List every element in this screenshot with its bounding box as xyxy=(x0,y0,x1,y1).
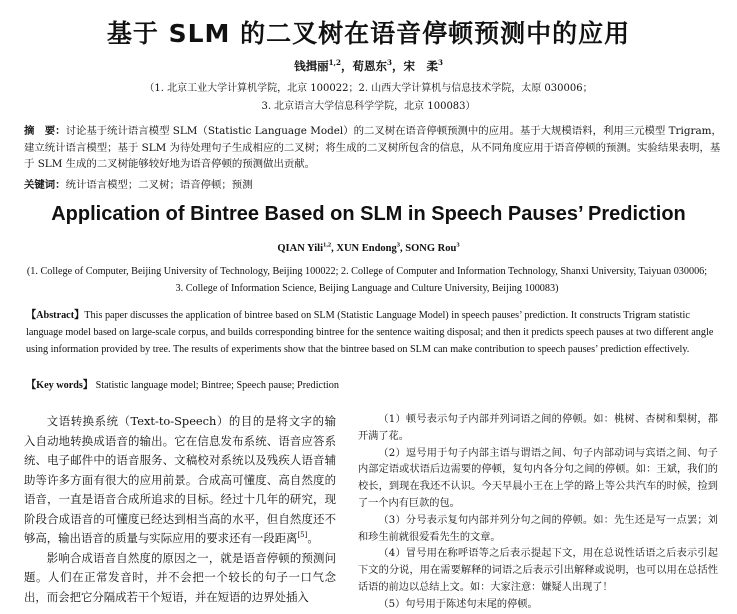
author-en-3-sup: 3 xyxy=(456,241,460,249)
author-cn-2: 荀恩东 xyxy=(352,59,387,73)
authors-en: QIAN Yili$^{1,2}$, XUN Endong$^3$, SONG Rou$^3$ xyxy=(277,241,460,254)
body-left-paragraph-1 xyxy=(24,412,336,549)
body-left-column xyxy=(24,412,336,607)
author-cn-3: 宋 柔 xyxy=(403,59,438,73)
abstract-cn-text: 讨论基于统计语言模型 SLM（Statistic Language Model）的二叉树在语音停顿预测中的应用。基于大规模语料，利用三元模型 Trigram，建立统计语言模型；基于 SLM 为待处理句子生成相应的二叉树；将生成的二叉树所包含的信息，从不同角度应用于语音停顿的预测。实验结果表明，基于 SLM 生成的二叉树能够较好地为语音停顿的预测做出贡献。 xyxy=(24,125,722,170)
author-cn-1-sup: 1,2 xyxy=(328,58,341,68)
body-right-paragraph-3: （3）分号表示复句内部并列分句之间的停顿。如：先生还是写一点罢；刘和珍生前就很爱看先生的文章。 xyxy=(358,514,718,543)
body-right-paragraph-4: （4）冒号用在称呼语等之后表示提起下文，用在总说性话语之后表示引起下文的分说，用在需要解释的词语之后表示引出解释或说明，也可以用在总括性话语的前边以总结上文。如：大家注意：嫌疑人出现了！ xyxy=(358,548,718,593)
citation-ref: [5] xyxy=(297,530,308,540)
keywords-cn-label: 关键词： xyxy=(24,179,66,191)
abstract-en-text: This paper discusses the application of bintree based on SLM (Statistic Language Model) in speech pauses’ prediction. It constructs Trigram statistic language model based on large-scale corpus, and builds corresponding bintree for the sentence waiting disposal; and then it predicts speech pauses at two different angle using information provided by tree. The results of experiments show that the bintree based on SLM can make contribution to speech pauses’ prediction effectively. xyxy=(26,310,714,355)
keywords-en-label: 【Key words】 xyxy=(26,380,94,391)
title-cn: 基于 SLM 的二叉树在语音停顿预测中的应用 xyxy=(106,19,631,48)
author-cn-3-sup: 3 xyxy=(437,58,443,68)
keywords-cn-text: 统计语言模型；二叉树；语音停顿；预测 xyxy=(65,179,253,191)
keywords-en-text: Statistic language model; Bintree; Speech pause; Prediction xyxy=(95,380,339,391)
author-en-1-sup: 1,2 xyxy=(323,241,332,249)
affiliation-cn-line1: （1. 北京工业大学计算机学院，北京 100022；2. 山西大学计算机与信息技术学院，太原 030006； xyxy=(144,83,593,94)
title-en: Application of Bintree Based on SLM in Speech Pauses’ Prediction xyxy=(51,203,686,225)
body-left-paragraph-2: 影响合成语音自然度的原因之一，就是语音停顿的预测问题。人们在正常发音时，并不会把一个较长的句子一口气念出，而会把它分隔成若干个短语，并在短语的边界处插入 xyxy=(24,550,336,604)
keywords-cn xyxy=(24,176,724,191)
author-en-1: QIAN Yili xyxy=(277,243,323,254)
author-cn-2-sup: 3 xyxy=(386,58,392,68)
keywords-en xyxy=(26,376,716,391)
body-right-paragraph-1: （1）顿号表示句子内部并列词语之间的停顿。如：桃树、杏树和梨树，都开满了花。 xyxy=(358,414,718,442)
body-right-paragraph-5: （5）句号用于陈述句末尾的停顿。 xyxy=(378,598,538,610)
author-en-3: SONG Rou xyxy=(405,243,457,254)
abstract-en xyxy=(26,307,716,358)
author-en-2: XUN Endong xyxy=(336,243,397,254)
abstract-cn-label: 摘 要： xyxy=(24,125,66,137)
author-en-2-sup: 3 xyxy=(396,241,401,249)
author-cn-1: 钱揖丽 xyxy=(294,59,329,73)
body-left-p1-end: 。 xyxy=(307,531,319,545)
body-left-p1-text: 文语转换系统（Text-to-Speech）的目的是将文字的输入自动地转换成语音的输出。它在信息发布系统、语音应答系统、电子邮件中的语音服务、文稿校对系统以及残疾人语音辅助等许多方面有很大的应用前景。合成高可懂度、高自然度的语音，一直是语音合成所追求的目标。经过十几年的研究，现阶段合成语音的可懂度已经达到相当高的水平，但自然度还不够高，输出语音的质量与实际应用的要求还有一段距离 xyxy=(24,414,336,545)
abstract-en-label: 【Abstract】 xyxy=(26,310,85,321)
body-right-paragraph-2: （2）逗号用于句子内部主语与谓语之间、句子内部动词与宾语之间、句子内部定语或状语后边需要的停顿，复句内各分句之间的停顿。如：王斌，我们的校长，到现在我还不认识。今天早晨小王在上学的路上等公共汽车的时候，捡到了一个内有巨款的包。 xyxy=(358,447,718,509)
affiliation-cn-line2: 3. 北京语言大学信息科学学院，北京 100083） xyxy=(261,101,476,112)
affiliation-en: (1. College of Computer, Beijing University of Technology, Beijing 100022; 2. College of Computer and Information Technology, Shanxi University, Taiyuan 030006; 3. College of Information Science, Beijing Language and Culture University, Beijing 100083) xyxy=(26,266,708,294)
abstract-cn xyxy=(24,123,724,173)
authors-cn: 钱揖丽$^{1,2}$，荀恩东$^3$，宋 柔$^3$ xyxy=(294,58,443,73)
body-right-column xyxy=(358,412,718,614)
